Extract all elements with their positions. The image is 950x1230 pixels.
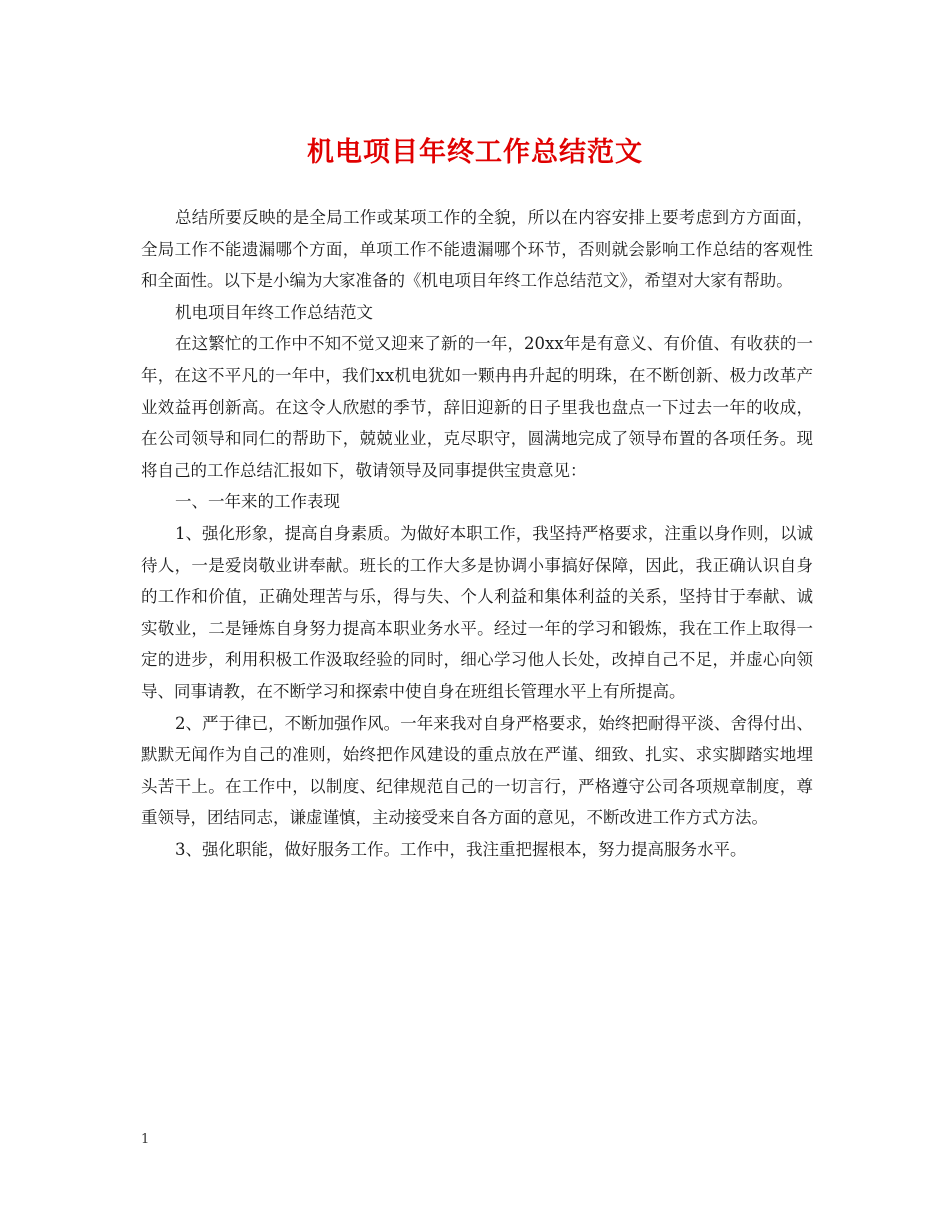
document-body	[141, 202, 813, 865]
page-number: 1	[141, 1132, 150, 1147]
document-title: 机电项目年终工作总结范文	[307, 137, 643, 168]
point-2-paragraph: 2、严于律已，不断加强作风。一年来我对自身严格要求，始终把耐得平淡、舍得付出、默默无闻作为自己的准则，始终把作风建设的重点放在严谨、细致、扎实、求实脚踏实地埋头苦干上。在工作中，以制度、纪律规范自己的一切言行，严格遵守公司各项规章制度，尊重领导，团结同志，谦虚谨慎，主动接受来自各方面的意见，不断改进工作方式方法。	[141, 713, 813, 828]
point-3-paragraph: 3、强化职能，做好服务工作。工作中，我注重把握根本，努力提高服务水平。	[175, 839, 747, 859]
intro-paragraph: 总结所要反映的是全局工作或某项工作的全貌，所以在内容安排上要考虑到方方面面，全局工作不能遗漏哪个方面，单项工作不能遗漏哪个环节，否则就会影响工作总结的客观性和全面性。以下是小编为大家准备的《机电项目年终工作总结范文》，希望对大家有帮助。	[141, 208, 813, 291]
point-1-paragraph: 1、强化形象，提高自身素质。为做好本职工作，我坚持严格要求，注重以身作则，以诚待人，一是爱岗敬业讲奉献。班长的工作大多是协调小事搞好保障，因此，我正确认识自身的工作和价值，正确处理苦与乐，得与失、个人利益和集体利益的关系，坚持甘于奉献、诚实敬业，二是锤炼自身努力提高本职业务水平。经过一年的学习和锻炼，我在工作上取得一定的进步，利用积极工作汲取经验的同时，细心学习他人长处，改掉自己不足，并虚心向领导、同事请教，在不断学习和探索中使自身在班组长管理水平上有所提高。	[141, 523, 813, 701]
section-heading: 一、一年来的工作表现	[175, 492, 340, 512]
subtitle-paragraph: 机电项目年终工作总结范文	[175, 302, 373, 322]
opening-paragraph: 在这繁忙的工作中不知不觉又迎来了新的一年，20xx年是有意义、有价值、有收获的一年，在这不平凡的一年中，我们xx机电犹如一颗冉冉升起的明珠，在不断创新、极力改革产业效益再创新高。在这令人欣慰的季节，辞旧迎新的日子里我也盘点一下过去一年的收成，在公司领导和同仁的帮助下，兢兢业业，克尽职守，圆满地完成了领导布置的各项任务。现将自己的工作总结汇报如下，敬请领导及同事提供宝贵意见：	[141, 334, 813, 480]
